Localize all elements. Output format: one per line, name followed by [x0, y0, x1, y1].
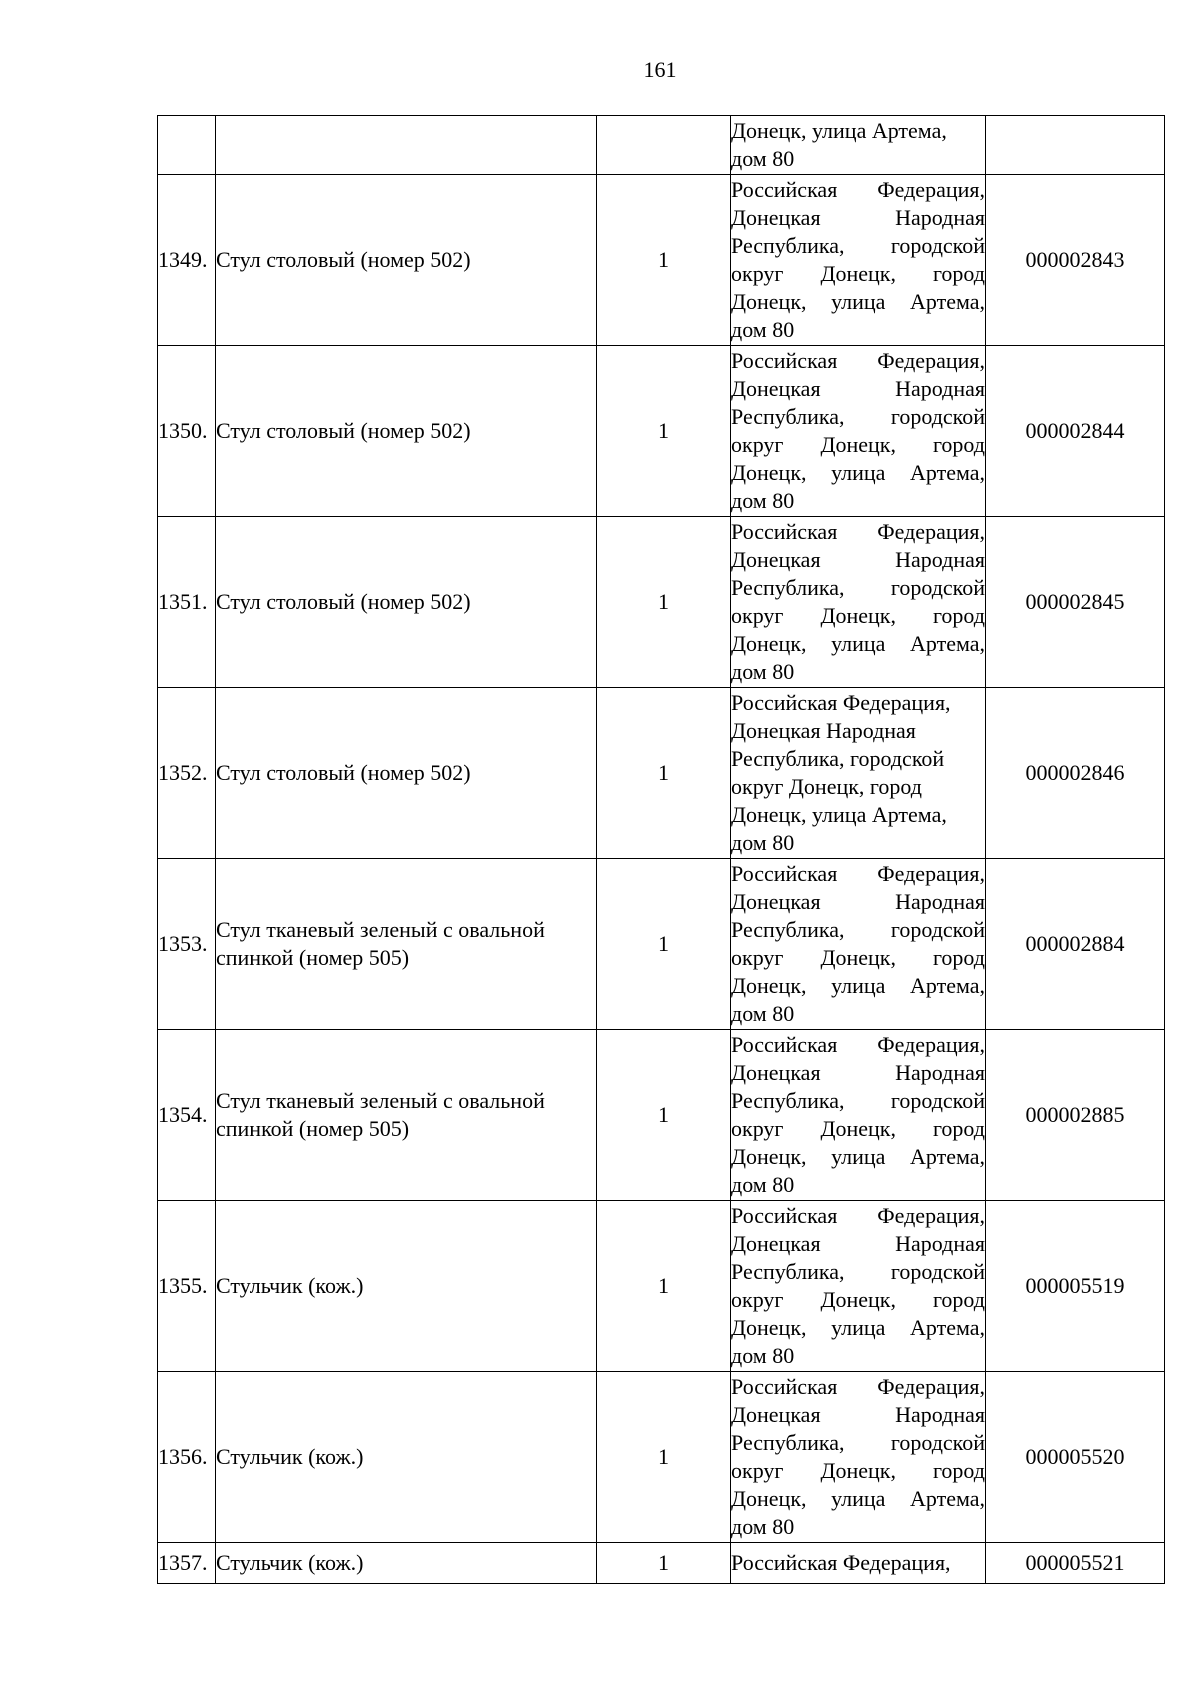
- address-text: Российская Федерация, Донецкая Народная Республика, городской округ Донецк, город Донецк, улица Артема, дом 80: [731, 177, 985, 342]
- inventory-number-cell: 000002885: [986, 1030, 1165, 1201]
- row-number-cell: 1357.: [158, 1543, 216, 1584]
- address-text: Российская Федерация, Донецкая Народная Республика, городской округ Донецк, город Донецк, улица Артема, дом 80: [731, 348, 985, 513]
- item-name-cell: Стул столовый (номер 502): [216, 517, 597, 688]
- row-number-cell: 1354.: [158, 1030, 216, 1201]
- item-name-cell: Стульчик (кож.): [216, 1201, 597, 1372]
- address-text: Российская Федерация, Донецкая Народная Республика, городской округ Донецк, город Донецк, улица Артема, дом 80: [731, 861, 985, 1026]
- table-row: [158, 688, 1165, 859]
- table-row: [158, 1372, 1165, 1543]
- table-row: [158, 1030, 1165, 1201]
- item-name-cell: Стул столовый (номер 502): [216, 688, 597, 859]
- address-cell: [731, 1372, 986, 1543]
- address-cell: [731, 116, 986, 175]
- address-cell: [731, 1201, 986, 1372]
- address-text: Российская Федерация, Донецкая Народная Республика, городской округ Донецк, город Донецк, улица Артема, дом 80: [731, 1203, 985, 1368]
- quantity-cell: 1: [597, 175, 731, 346]
- row-number-cell: 1353.: [158, 859, 216, 1030]
- item-name-cell: Стульчик (кож.): [216, 1543, 597, 1584]
- inventory-number-cell: 000005520: [986, 1372, 1165, 1543]
- address-cell: [731, 1543, 986, 1584]
- quantity-cell: 1: [597, 1201, 731, 1372]
- inventory-number-cell: 000005521: [986, 1543, 1165, 1584]
- row-number-cell: 1350.: [158, 346, 216, 517]
- address-text: Российская Федерация, Донецкая Народная Республика, городской округ Донецк, город Донецк, улица Артема, дом 80: [731, 1374, 985, 1539]
- address-text: Российская Федерация,: [731, 1550, 951, 1575]
- property-table: [157, 115, 1165, 1584]
- quantity-cell: [597, 116, 731, 175]
- address-cell: [731, 1030, 986, 1201]
- inventory-number-cell: 000005519: [986, 1201, 1165, 1372]
- address-cell: [731, 175, 986, 346]
- item-name-cell: Стул тканевый зеленый с овальной спинкой (номер 505): [216, 1030, 597, 1201]
- address-text: Донецк, улица Артема, дом 80: [731, 118, 947, 171]
- address-cell: [731, 859, 986, 1030]
- quantity-cell: 1: [597, 1372, 731, 1543]
- quantity-cell: 1: [597, 1543, 731, 1584]
- item-name-cell: Стул тканевый зеленый с овальной спинкой (номер 505): [216, 859, 597, 1030]
- row-number-cell: 1352.: [158, 688, 216, 859]
- table-row: [158, 175, 1165, 346]
- address-cell: [731, 346, 986, 517]
- row-number-cell: 1355.: [158, 1201, 216, 1372]
- quantity-cell: 1: [597, 1030, 731, 1201]
- table-row-partial: [158, 1543, 1165, 1584]
- address-text: Российская Федерация, Донецкая Народная Республика, городской округ Донецк, город Донецк, улица Артема, дом 80: [731, 1032, 985, 1197]
- inventory-number-cell: 000002884: [986, 859, 1165, 1030]
- address-text: Российская Федерация, Донецкая Народная Республика, городской округ Донецк, город Донецк, улица Артема, дом 80: [731, 690, 951, 855]
- quantity-cell: 1: [597, 688, 731, 859]
- address-cell: [731, 517, 986, 688]
- quantity-cell: 1: [597, 346, 731, 517]
- table-row: [158, 346, 1165, 517]
- row-number-cell: 1351.: [158, 517, 216, 688]
- item-name-cell: Стульчик (кож.): [216, 1372, 597, 1543]
- quantity-cell: 1: [597, 859, 731, 1030]
- address-text: Российская Федерация, Донецкая Народная Республика, городской округ Донецк, город Донецк, улица Артема, дом 80: [731, 519, 985, 684]
- row-number-cell: [158, 116, 216, 175]
- row-number-cell: 1349.: [158, 175, 216, 346]
- property-table-body: [158, 116, 1165, 1584]
- address-cell: [731, 688, 986, 859]
- inventory-number-cell: [986, 116, 1165, 175]
- item-name-cell: Стул столовый (номер 502): [216, 175, 597, 346]
- table-row: [158, 859, 1165, 1030]
- inventory-number-cell: 000002846: [986, 688, 1165, 859]
- quantity-cell: 1: [597, 517, 731, 688]
- table-row-continuation: [158, 116, 1165, 175]
- table-row: [158, 517, 1165, 688]
- row-number-cell: 1356.: [158, 1372, 216, 1543]
- inventory-number-cell: 000002845: [986, 517, 1165, 688]
- item-name-cell: Стул столовый (номер 502): [216, 346, 597, 517]
- item-name-cell: [216, 116, 597, 175]
- inventory-number-cell: 000002844: [986, 346, 1165, 517]
- inventory-number-cell: 000002843: [986, 175, 1165, 346]
- table-row: [158, 1201, 1165, 1372]
- page-number: 161: [643, 57, 677, 82]
